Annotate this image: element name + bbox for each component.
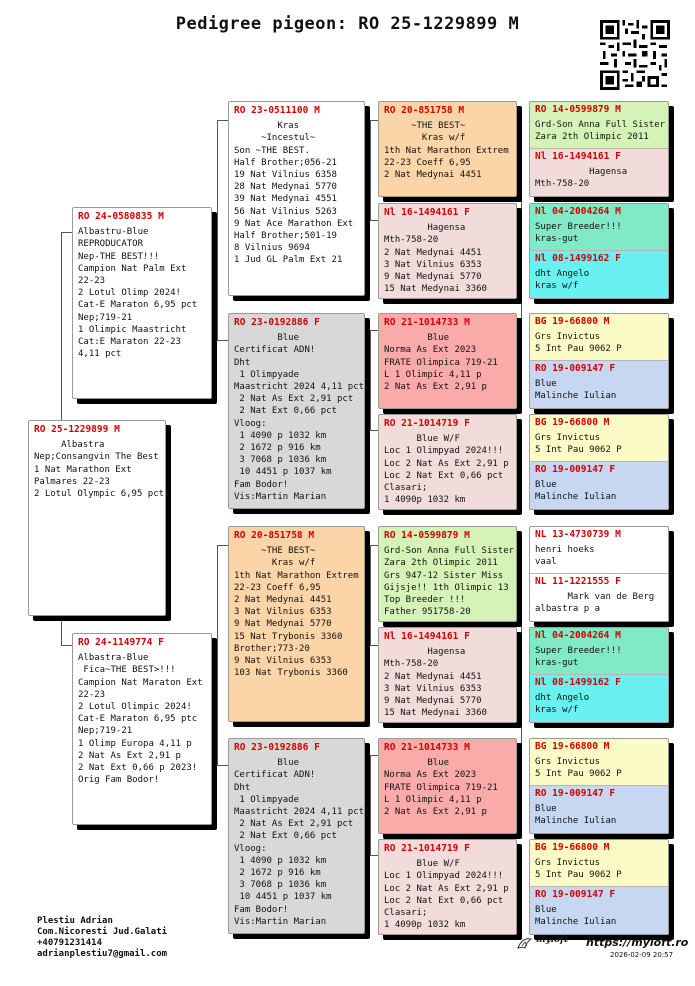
connector-line	[370, 545, 378, 546]
pigeon-info-line: 3 Nat Vilnius 6353	[384, 259, 482, 270]
pigeon-info-line: 3 Nat Vilnius 6353	[384, 683, 482, 694]
pigeon-info-line: Loc 2 Nat Ext 0,66 pct	[384, 470, 504, 481]
pigeon-info-line: 2 Nat As Ext 2,91 pct	[234, 394, 354, 405]
gen4-pair	[529, 203, 669, 299]
pigeon-info-line: dht Angelo	[535, 269, 590, 280]
ring-number: Nl 04-2004264 M	[535, 630, 621, 641]
pigeon-info-line: ~THE BEST~	[384, 121, 466, 132]
pigeon-info-line: Mth-758-20	[384, 235, 439, 246]
granddam-paternal-card[interactable]	[228, 313, 365, 509]
connector-line	[370, 430, 378, 431]
pigeon-info-line: Maastricht 2024 4,11 pct	[234, 382, 365, 393]
pigeon-info-line: Palmares 22-23	[34, 476, 110, 487]
pigeon-info-line: Kras w/f	[234, 558, 316, 569]
gen4-card[interactable]	[530, 628, 668, 675]
pigeon-info-line: Super Breeder!!!	[535, 646, 622, 657]
ring-number: RO 24-1149774 F	[78, 637, 164, 648]
pigeon-info-line: 9 Nat Medynai 5770	[234, 619, 332, 630]
pigeon-info-line: 1 Jud GL Palm Ext 21	[234, 255, 343, 266]
gen4-card[interactable]	[530, 149, 668, 196]
pigeon-info-line: 10 4451 p 1037 km	[234, 892, 332, 903]
pigeon-info-line: 5 Int Pau 9062 P	[535, 769, 622, 780]
ring-number: RO 19-009147 F	[535, 788, 616, 799]
pigeon-info-line: Blue	[234, 333, 300, 344]
pigeon-info-line: 2 Nat Ext 0,66 p 2023!	[78, 763, 198, 774]
connector-line	[370, 755, 371, 855]
ring-number: RO 23-0192886 F	[234, 317, 320, 328]
pigeon-info-line: Vloog:	[234, 418, 267, 429]
pigeon-info-line: Blue W/F	[384, 434, 460, 445]
pigeon-info-line: Malinche Iulian	[535, 492, 617, 503]
pigeon-info-line: 2 Nat Medynai 4451	[384, 170, 482, 181]
connector-line	[370, 220, 378, 221]
pigeon-info-line: 1th Nat Marathon Extrem	[234, 570, 359, 581]
pigeon-info-line: Grs Invictus	[535, 858, 601, 869]
pigeon-info-line: Hagensa	[535, 167, 628, 178]
connector-line	[217, 765, 228, 766]
pigeon-info-line: Loc 2 Nat Ext 0,66 pct	[384, 895, 504, 906]
pigeon-info-line: Mark van de Berg	[535, 592, 655, 603]
pigeon-info-line: Mth-758-20	[535, 179, 590, 190]
pigeon-info-line: 1 4090p 1032 km	[384, 495, 466, 506]
pigeon-info-line: Super Breeder!!!	[535, 222, 622, 233]
pigeon-info-line: kras-gut	[535, 234, 579, 245]
gen3-card[interactable]	[378, 203, 517, 299]
gen4-card[interactable]	[530, 415, 668, 462]
pigeon-info-line: 15 Nat Medynai 3360	[384, 708, 487, 719]
gen4-card[interactable]	[530, 204, 668, 251]
pigeon-info-line: Father 951758-20	[384, 607, 471, 618]
pigeon-info-line: 9 Nat Vilnius 6353	[234, 656, 332, 667]
pigeon-info-line: 2 Nat As Ext 2,91 p	[384, 382, 487, 393]
pigeon-info-line: Blue	[535, 905, 557, 916]
ring-number: RO 19-009147 F	[535, 889, 616, 900]
pigeon-info-line: 1 4090 p 1032 km	[234, 855, 327, 866]
gen4-pair	[529, 839, 669, 935]
pigeon-info-line: ~THE BEST~	[234, 546, 316, 557]
pigeon-info-line: 5 Int Pau 9062 P	[535, 445, 622, 456]
pigeon-info-line: Albastra	[34, 440, 105, 451]
gen4-card[interactable]	[530, 102, 668, 149]
pigeon-info-line: ~Incestul~	[234, 133, 316, 144]
pigeon-info-line: Nep-THE BEST!!!	[78, 251, 160, 262]
pigeon-info-line: Campion Nat Palm Ext	[78, 263, 187, 274]
pigeon-info-line: FRATE Olimpica 719-21	[384, 357, 498, 368]
pigeon-info-line: Malinche Iulian	[535, 391, 617, 402]
gen4-pair	[529, 526, 669, 622]
pigeon-info-line: Blue	[234, 758, 300, 769]
ring-number: RO 21-1014733 M	[384, 742, 470, 753]
pigeon-info-line: 2 Lotul Olimp 2024!	[78, 288, 181, 299]
pigeon-info-line: Fam Bodor!	[234, 904, 289, 915]
pigeon-info-line: Certificat ADN!	[234, 345, 316, 356]
breeder-name: Plestiu Adrian	[37, 916, 113, 926]
breeder-email[interactable]: adrianplestiu7@gmail.com	[37, 949, 168, 959]
pigeon-info-line: Loc 1 Olimpyad 2024!!!	[384, 446, 504, 457]
pigeon-info-line: 1 Nat Marathon Ext	[34, 464, 132, 475]
connector-line	[370, 120, 378, 121]
pigeon-info-line: REPRODUCATOR	[78, 239, 144, 250]
pigeon-logo-icon	[516, 936, 534, 952]
connector-line	[370, 330, 371, 430]
pigeon-info-line: Hagensa	[384, 223, 466, 234]
connector-line	[217, 545, 228, 546]
pigeon-info-line: albastra p a	[535, 604, 601, 615]
ring-number: BG 19-66800 M	[535, 741, 610, 752]
pigeon-info-line: Dht	[234, 357, 251, 368]
pigeon-info-line: Grs Invictus	[535, 757, 601, 768]
gen4-card[interactable]	[530, 462, 668, 509]
gen3-card[interactable]	[378, 101, 517, 197]
connector-line	[217, 340, 228, 341]
pigeon-info-line: 39 Nat Medynai 4551	[234, 194, 337, 205]
pigeon-info-line: henri hoeks	[535, 545, 595, 556]
gen3-card[interactable]	[378, 839, 517, 935]
pigeon-info-line: Malinche Iulian	[535, 816, 617, 827]
gen4-card[interactable]	[530, 786, 668, 833]
ring-number: RO 19-009147 F	[535, 363, 616, 374]
pigeon-info-line: Hagensa	[384, 647, 466, 658]
gen4-card[interactable]	[530, 887, 668, 934]
pigeon-info-line: vaal	[535, 557, 557, 568]
gen4-pair	[529, 738, 669, 834]
pigeon-info-line: Blue W/F	[384, 859, 460, 870]
granddam-maternal-card[interactable]	[228, 738, 365, 934]
connector-line	[521, 125, 522, 365]
ring-number: Nl 16-1494161 F	[384, 631, 470, 642]
gen4-card[interactable]	[530, 574, 668, 621]
pigeon-info-line: Grd-Son Anna Full Sister	[535, 120, 666, 131]
myloft-logo: myloft	[536, 935, 569, 945]
pigeon-info-line: Norma As Ext 2023	[384, 770, 477, 781]
ring-number: BG 19-66800 M	[535, 417, 610, 428]
connector-line	[61, 617, 62, 645]
ring-number: RO 21-1014719 F	[384, 418, 470, 429]
ring-number: RO 23-0192886 F	[234, 742, 320, 753]
pigeon-info-line: Cat-E Maraton 6,95 pct	[78, 300, 198, 311]
gen4-card[interactable]	[530, 739, 668, 786]
sire-card[interactable]	[72, 207, 212, 399]
pigeon-info-line: 56 Nat Vilnius 5263	[234, 206, 337, 217]
connector-line	[370, 755, 378, 756]
pigeon-info-line: 1 Olimpic Maastricht	[78, 324, 187, 335]
connector-line	[217, 120, 218, 340]
pigeon-info-line: Half Brother;501-19	[234, 231, 337, 242]
page-title: Pedigree pigeon: RO 25-1229899 M	[175, 14, 520, 34]
gen4-card[interactable]	[530, 527, 668, 574]
pigeon-info-line: 22-23	[78, 689, 106, 700]
pigeon-info-line: L 1 Olimpic 4,11 p	[384, 794, 482, 805]
gen4-card[interactable]	[530, 314, 668, 361]
pigeon-info-line: 15 Nat Medynai 3360	[384, 284, 487, 295]
ring-number: RO 14-0599879 M	[535, 104, 621, 115]
pigeon-info-line: 5 Int Pau 9062 P	[535, 344, 622, 355]
connector-line	[370, 645, 378, 646]
pigeon-info-line: Nep;719-21	[78, 312, 133, 323]
ring-number: Nl 04-2004264 M	[535, 206, 621, 217]
ring-number: NL 13-4730739 M	[535, 529, 621, 540]
pigeon-info-line: Nep;719-21	[78, 726, 133, 737]
connector-line	[370, 330, 378, 331]
pigeon-info-line: Blue	[384, 758, 450, 769]
gen3-card[interactable]	[378, 414, 517, 510]
pigeon-info-line: Grs Invictus	[535, 433, 601, 444]
pigeon-info-line: 2 Nat Ext 0,66 pct	[234, 406, 337, 417]
pigeon-info-line: 1 4090 p 1032 km	[234, 430, 327, 441]
pigeon-info-line: 22-23 Coeff 6,95	[234, 582, 321, 593]
connector-line	[521, 535, 522, 775]
connector-line	[370, 545, 371, 645]
gen3-card[interactable]	[378, 738, 517, 834]
pigeon-info-line: Blue	[384, 333, 450, 344]
pigeon-info-line: Half Brother;056-21	[234, 157, 337, 168]
pigeon-info-line: 1th Nat Marathon Extrem	[384, 145, 509, 156]
gen4-pair	[529, 101, 669, 197]
pigeon-info-line: Cat-E Maraton 6,95 ptc	[78, 714, 198, 725]
breeder-info	[37, 916, 167, 960]
connector-line	[61, 232, 62, 422]
gen3-card[interactable]	[378, 526, 517, 622]
pigeon-info-line: Grd-Son Anna Full Sister	[384, 546, 515, 557]
site-link[interactable]: https://myloft.ro	[586, 936, 689, 949]
pigeon-info-line: 2 Nat As Ext 2,91 pct	[234, 819, 354, 830]
gen3-card[interactable]	[378, 627, 517, 723]
pigeon-info-line: Top Breeder !!!	[384, 595, 466, 606]
ring-number: RO 21-1014733 M	[384, 317, 470, 328]
pigeon-info-line: Maastricht 2024 4,11 pct	[234, 807, 365, 818]
pigeon-info-line: Malinche Iulian	[535, 917, 617, 928]
pigeon-info-line: Kras	[234, 121, 300, 132]
subject-pigeon-card[interactable]	[28, 420, 166, 616]
pigeon-info-line: Clasari;	[384, 908, 428, 919]
pigeon-info-line: 2 Nat Medynai 4451	[234, 595, 332, 606]
pigeon-info-line: 1 Olimpyade	[234, 369, 300, 380]
pigeon-info-line: 2 Nat Medynai 4451	[384, 247, 482, 258]
pigeon-info-line: 22-23	[78, 276, 106, 287]
grandsire-maternal-card[interactable]	[228, 526, 365, 722]
pigeon-info-line: 3 7068 p 1036 km	[234, 455, 327, 466]
pigeon-info-line: kras-gut	[535, 658, 579, 669]
pigeon-info-line: Certificat ADN!	[234, 770, 316, 781]
pigeon-info-line: 2 Lotul Olimpic 2024!	[78, 702, 192, 713]
pigeon-info-line: kras w/f	[535, 705, 579, 716]
pigeon-info-line: Cat:E Maraton 22-23	[78, 337, 181, 348]
pigeon-info-line: Brother;773-20	[234, 643, 310, 654]
pigeon-info-line: 2 Nat As Ext 2,91 p	[384, 807, 487, 818]
pigeon-info-line: 10 4451 p 1037 km	[234, 467, 332, 478]
pigeon-info-line: L 1 Olimpic 4,11 p	[384, 369, 482, 380]
pigeon-info-line: Blue	[535, 480, 557, 491]
pigeon-info-line: Mth-758-20	[384, 659, 439, 670]
connector-line	[217, 545, 218, 765]
pigeon-info-line: Gijsje!! 1th Olimpic 13	[384, 582, 509, 593]
grandsire-paternal-card[interactable]	[228, 101, 365, 296]
pigeon-info-line: 4,11 pct	[78, 349, 122, 360]
pigeon-info-line: 103 Nat Trybonis 3360	[234, 668, 348, 679]
pigeon-info-line: 2 Nat Medynai 4451	[384, 671, 482, 682]
ring-number: Nl 16-1494161 F	[535, 151, 621, 162]
gen4-card[interactable]	[530, 251, 668, 298]
pigeon-info-line: 8 Vilnius 9694	[234, 243, 310, 254]
pigeon-info-line: Loc 1 Olimpyad 2024!!!	[384, 871, 504, 882]
pigeon-info-line: FRATE Olimpica 719-21	[384, 782, 498, 793]
ring-number: RO 21-1014719 F	[384, 843, 470, 854]
breeder-phone: +40791231414	[37, 938, 103, 948]
pigeon-info-line: Kras w/f	[384, 133, 466, 144]
pigeon-info-line: Albastra-Blue	[78, 653, 149, 664]
ring-number: RO 23-0511100 M	[234, 105, 320, 116]
ring-number: Nl 08-1499162 F	[535, 677, 621, 688]
pigeon-info-line: Vloog:	[234, 843, 267, 854]
qr-code-icon	[600, 20, 670, 90]
pigeon-info-line: Grs 947-12 Sister Miss	[384, 570, 504, 581]
pigeon-info-line: Albastru-Blue	[78, 227, 149, 238]
pigeon-info-line: Campion Nat Maraton Ext	[78, 677, 203, 688]
pigeon-info-line: 22-23 Coeff 6,95	[384, 157, 471, 168]
gen4-pair	[529, 414, 669, 510]
pigeon-info-line: 28 Nat Medynai 5770	[234, 182, 337, 193]
pigeon-info-line: Clasari;	[384, 483, 428, 494]
pigeon-info-line: Norma As Ext 2023	[384, 345, 477, 356]
pigeon-info-line: 1 4090p 1032 km	[384, 920, 466, 931]
gen4-card[interactable]	[530, 840, 668, 887]
gen3-card[interactable]	[378, 313, 517, 409]
pigeon-info-line: Zara 2th Olimpic 2011	[384, 558, 498, 569]
pigeon-info-line: Fica~THE BEST>!!!	[78, 665, 176, 676]
pigeon-info-line: 2 Nat Ext 0,66 pct	[234, 831, 337, 842]
ring-number: RO 20-851758 M	[384, 105, 465, 116]
pigeon-info-line: kras w/f	[535, 281, 579, 292]
pigeon-info-line: 9 Nat Medynai 5770	[384, 272, 482, 283]
pigeon-info-line: Grs Invictus	[535, 332, 601, 343]
pigeon-info-line: dht Angelo	[535, 693, 590, 704]
pigeon-info-line: Blue	[535, 804, 557, 815]
pigeon-info-line: 2 1672 p 916 km	[234, 868, 321, 879]
pigeon-info-line: 1 Olimpyade	[234, 794, 300, 805]
pigeon-info-line: 2 Nat As Ext 2,91 p	[78, 750, 181, 761]
ring-number: RO 19-009147 F	[535, 464, 616, 475]
pigeon-info-line: Dht	[234, 782, 251, 793]
gen4-pair	[529, 627, 669, 723]
pigeon-info-line: 2 Lotul Olympic 6,95 pct	[34, 489, 165, 500]
gen4-pair	[529, 313, 669, 409]
pigeon-info-line: Son ~THE BEST.	[234, 145, 310, 156]
pigeon-info-line: Vis:Martin Marian	[234, 491, 327, 502]
pigeon-info-line: 9 Nat Medynai 5770	[384, 696, 482, 707]
ring-number: RO 20-851758 M	[234, 530, 315, 541]
pigeon-info-line: Zara 2th Olimpic 2011	[535, 132, 649, 143]
connector-line	[370, 855, 378, 856]
print-date: 2026-02-09 20:57	[610, 951, 674, 959]
ring-number: BG 19-66800 M	[535, 316, 610, 327]
ring-number: NL 11-1221555 F	[535, 576, 621, 587]
gen4-card[interactable]	[530, 361, 668, 408]
ring-number: RO 25-1229899 M	[34, 424, 120, 435]
pigeon-info-line: 9 Nat Ace Marathon Ext	[234, 218, 354, 229]
pigeon-info-line: 1 Olimp Europa 4,11 p	[78, 738, 192, 749]
connector-line	[370, 120, 371, 220]
connector-line	[217, 120, 228, 121]
pigeon-info-line: Loc 2 Nat As Ext 2,91 p	[384, 883, 509, 894]
breeder-address: Com.Nicoresti Jud.Galati	[37, 927, 168, 937]
pigeon-info-line: 3 Nat Vilnius 6353	[234, 607, 332, 618]
pigeon-info-line: 5 Int Pau 9062 P	[535, 870, 622, 881]
dam-card[interactable]	[72, 633, 212, 825]
pigeon-info-line: Blue	[535, 379, 557, 390]
pigeon-info-line: 19 Nat Vilnius 6358	[234, 170, 337, 181]
pigeon-info-line: Nep;Consangvin The Best	[34, 452, 159, 463]
ring-number: RO 14-0599879 M	[384, 530, 470, 541]
pigeon-info-line: Loc 2 Nat As Ext 2,91 p	[384, 458, 509, 469]
ring-number: BG 19-66800 M	[535, 842, 610, 853]
ring-number: Nl 08-1499162 F	[535, 253, 621, 264]
ring-number: RO 24-0580835 M	[78, 211, 164, 222]
pigeon-info-line: Orig Fam Bodor!	[78, 775, 160, 786]
gen4-card[interactable]	[530, 675, 668, 722]
pigeon-info-line: 15 Nat Trybonis 3360	[234, 631, 343, 642]
pigeon-info-line: 3 7068 p 1036 km	[234, 880, 327, 891]
pigeon-info-line: 2 1672 p 916 km	[234, 443, 321, 454]
ring-number: Nl 16-1494161 F	[384, 207, 470, 218]
pigeon-info-line: Vis:Martin Marian	[234, 916, 327, 927]
pigeon-info-line: Fam Bodor!	[234, 479, 289, 490]
